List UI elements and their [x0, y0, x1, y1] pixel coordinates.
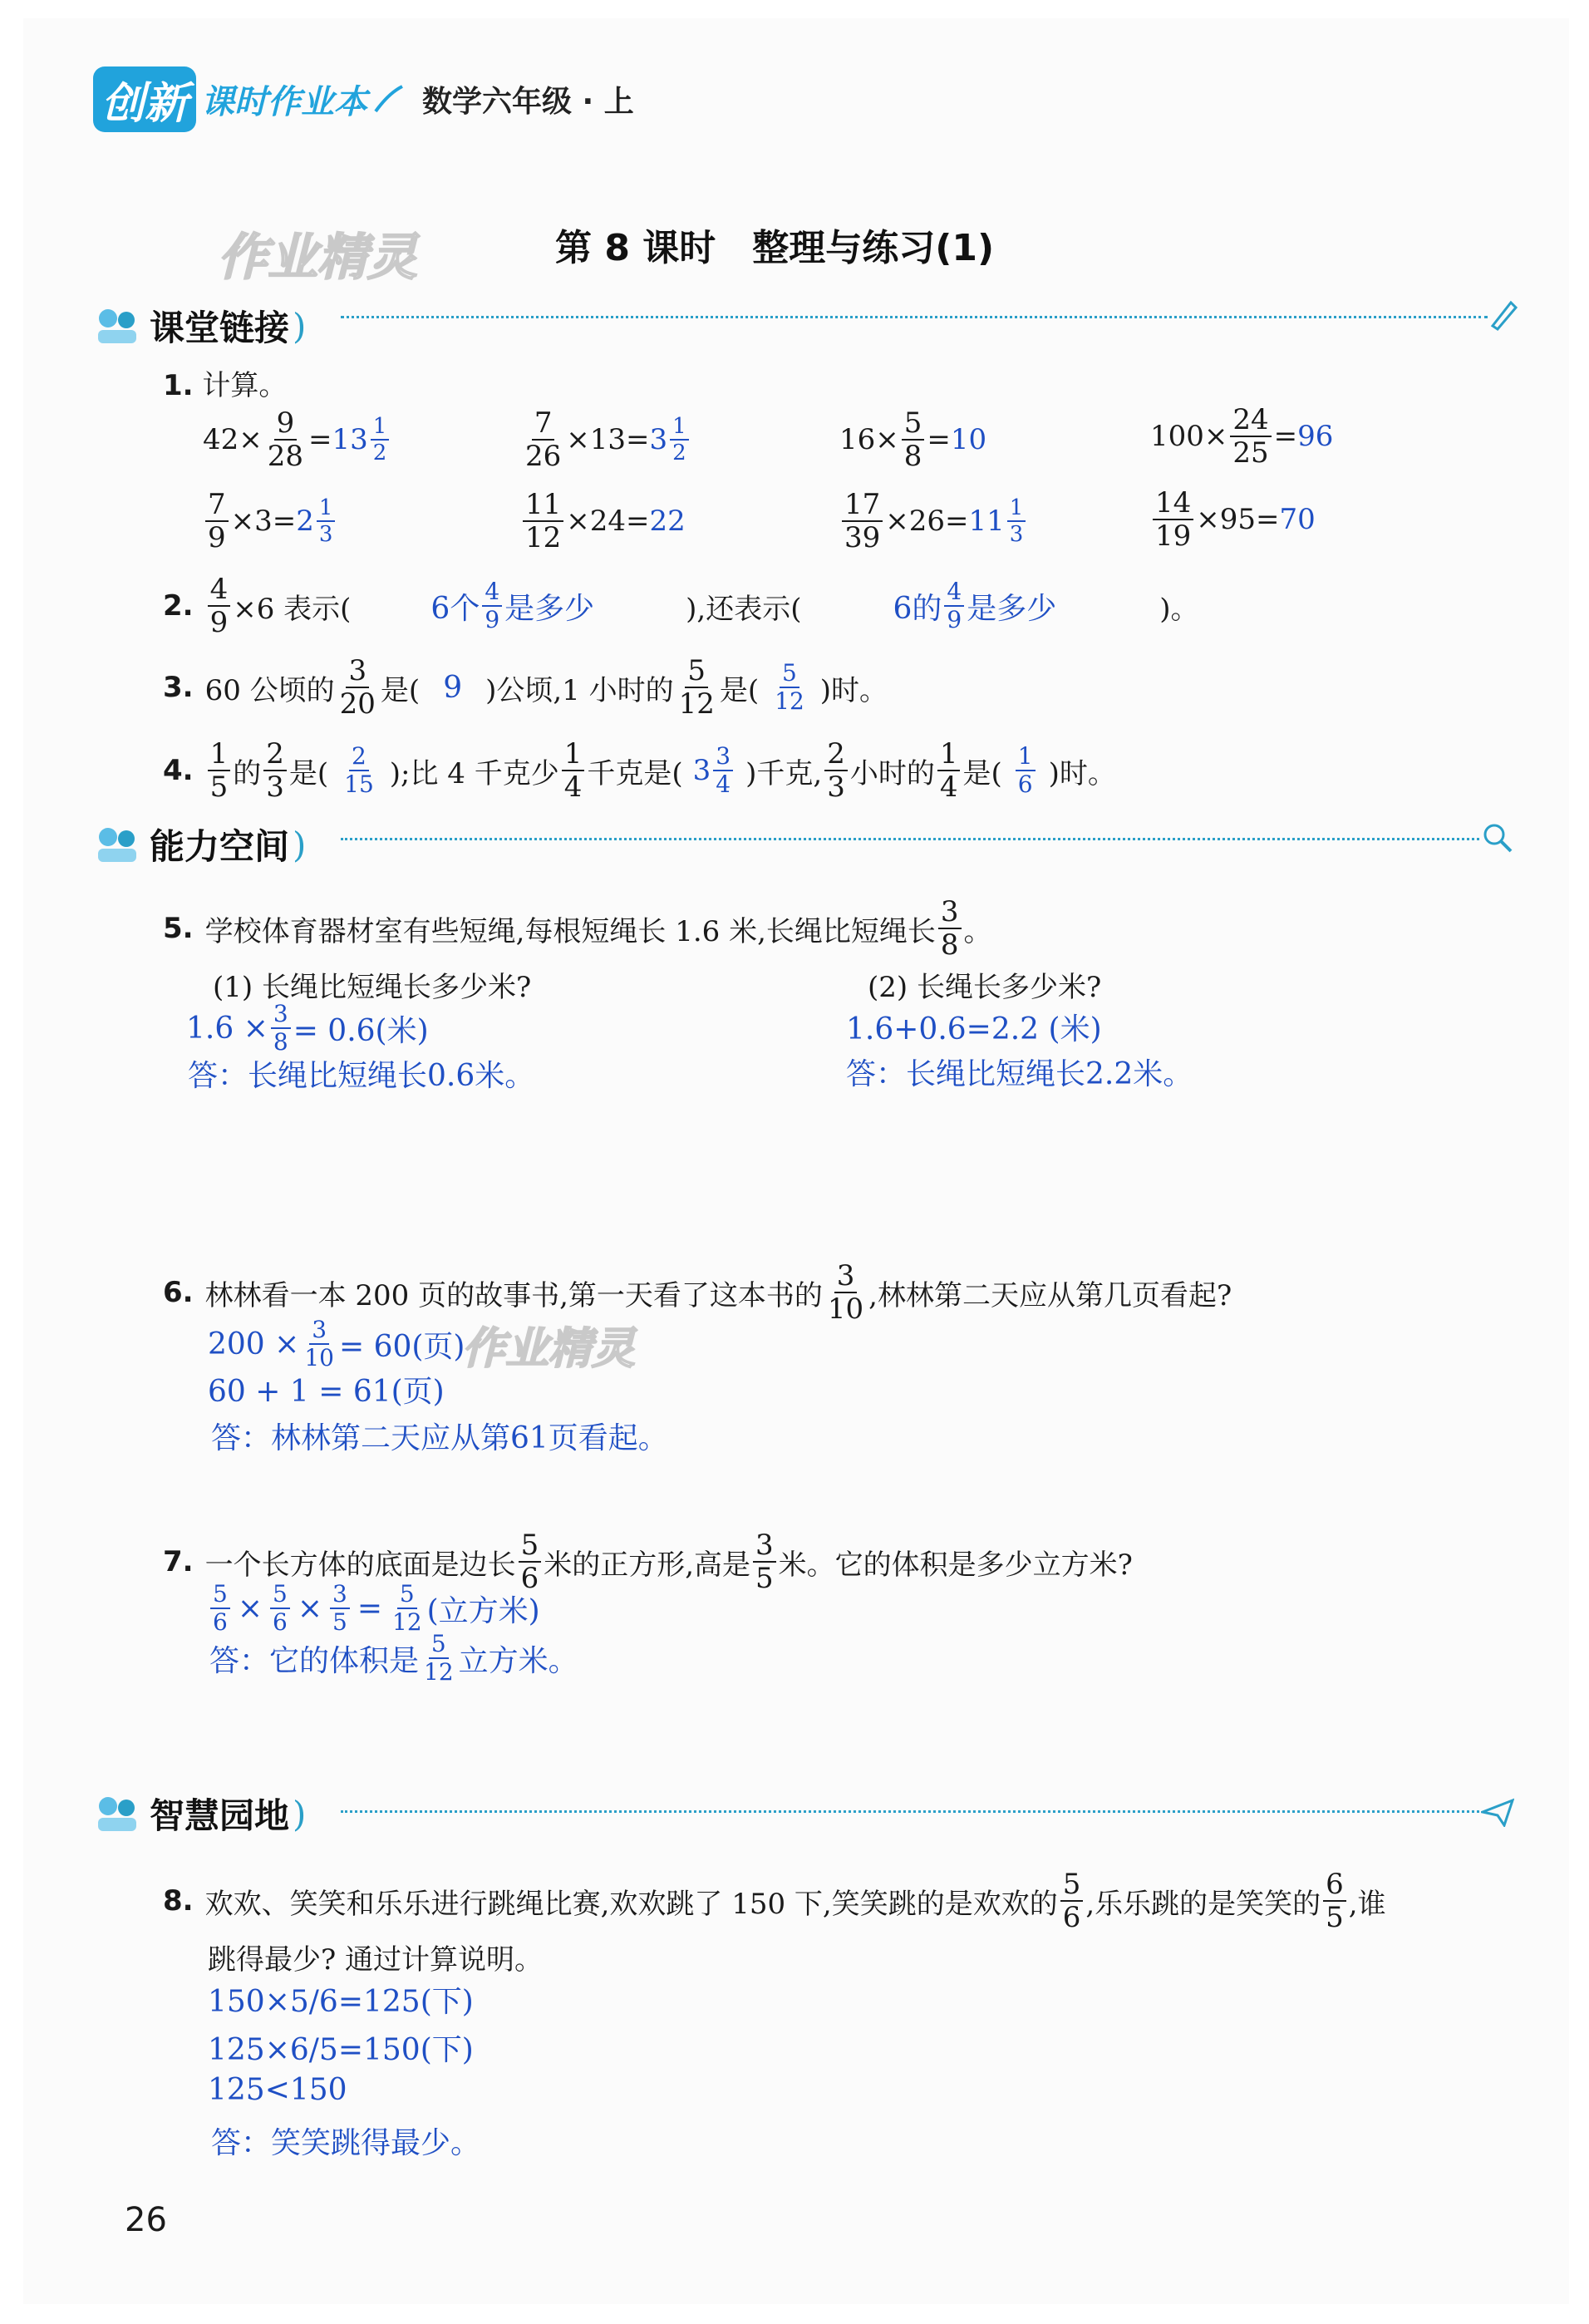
bracket-icon: ) [293, 1793, 307, 1834]
pen-swoosh-icon [372, 83, 406, 116]
watermark: 作业精灵 [462, 1324, 636, 1374]
section-divider [341, 838, 1479, 840]
answer-calc: 60 + 1 = 61(页) [208, 1375, 445, 1409]
answer-statement: 答：林林第二天应从第61页看起。 [211, 1421, 668, 1455]
section-header-1 [93, 301, 306, 351]
section-divider [341, 1810, 1479, 1813]
answer-calc: 200 × $\frac{3}{10}$ = 60(页) [208, 1316, 465, 1371]
answer-blank[interactable]: $\frac{1}{6}$ [1016, 745, 1036, 796]
question-1: 1. 计算。 [163, 369, 288, 402]
answer-blank[interactable]: $\frac{2}{15}$ [344, 742, 374, 798]
sub-question-2: (2) 长绳长多少米? [868, 971, 1102, 1004]
question-7: 7. 一个长方体的底面是边长 $\frac{5}{6}$ 米的正方形,高是 $\frac{3}{5}$ 米。它的体积是多少立方米? [163, 1529, 1133, 1595]
answer-blank[interactable]: 6的 $\frac{4}{9}$ 是多少 [893, 578, 1057, 633]
paper-plane-icon [1481, 1797, 1514, 1827]
bracket-icon: ) [293, 824, 307, 865]
answer-statement: 答：它的体积是 $\frac{5}{12}$ 立方米。 [209, 1630, 578, 1686]
question-2: 2. $\frac{4}{9}$ ×6 表示( 6个 $\frac{4}{9}$ 是多少 ),还表示( 6的 $\frac{4}{9}$ 是多少 )。 [163, 573, 1199, 639]
question-5: 5. 学校体育器材室有些短绳,每根短绳长 1.6 米,长绳比短绳长 $\frac{3}{8}$ 。 [163, 895, 992, 962]
question-3: 3. 60 公顷的 $\frac{3}{20}$ 是( 9 )公顷,1 小时的 $\frac{5}{12}$ 是( $\frac{5}{12}$ )时。 [163, 654, 888, 721]
answer-calc: 125×6/5=150(下) [208, 2033, 474, 2067]
series-name: 课时作业本 [201, 83, 368, 121]
answer-statement: 答：笑笑跳得最少。 [211, 2126, 481, 2160]
header [93, 66, 634, 132]
section-header-2 [93, 820, 306, 869]
question-8-line2: 跳得最少? 通过计算说明。 [208, 1943, 544, 1977]
kids-icon [93, 1793, 141, 1834]
section-title: 智慧园地 [150, 1795, 290, 1836]
answer-statement: 答：长绳比短绳长0.6米。 [188, 1059, 535, 1093]
section-title: 课堂链接 [150, 308, 290, 348]
question-6: 6. 林林看一本 200 页的故事书,第一天看了这本书的 $\frac{3}{10}$ ,林林第二天应从第几页看起? [163, 1259, 1232, 1326]
subject-label: 数学六年级 · 上 [422, 85, 634, 119]
calc-item-3: 16× $\frac{5}{8}$ = 10 [839, 406, 987, 473]
kids-icon [93, 824, 141, 865]
calc-item-5: $\frac{7}{9}$ ×3= 2 $\frac{1}{3}$ [203, 490, 337, 552]
question-4: 4. $\frac{1}{5}$ 的 $\frac{2}{3}$ 是( $\frac{2}{15}$ );比 4 千克少 $\frac{1}{4}$ 千克是( 3 $\frac{3}{4}$ )千克, $\frac{2}{3}$ 小时的 $\frac{1}{4}$ 是( $\frac{1}{6}$ )时。 [163, 737, 1116, 804]
calc-item-6: $\frac{11}{12}$ ×24= 22 [520, 490, 686, 552]
page-number: 26 [125, 2201, 167, 2239]
brand-logo: 创新 [93, 66, 196, 132]
answer-blank[interactable]: 9 [443, 670, 463, 705]
sub-question-1: (1) 长绳比短绳长多少米? [213, 971, 532, 1004]
pencil-icon [1488, 298, 1518, 331]
answer-calc: 150×5/6=125(下) [208, 1985, 474, 2019]
answer-blank[interactable]: 6个 $\frac{4}{9}$ 是多少 [430, 578, 595, 633]
calc-item-4: 100× $\frac{24}{25}$ = 96 [1150, 403, 1334, 470]
answer-calc: 125<150 [208, 2073, 347, 2107]
calc-item-2: $\frac{7}{26}$ ×13= 3 $\frac{1}{2}$ [520, 409, 691, 470]
calc-item-8: $\frac{14}{19}$ ×95= 70 [1150, 489, 1316, 550]
question-8: 8. 欢欢、笑笑和乐乐进行跳绳比赛,欢欢跳了 150 下,笑笑跳的是欢欢的 $\frac{5}{6}$ ,乐乐跳的是笑笑的 $\frac{6}{5}$ ,谁 [163, 1868, 1386, 1934]
answer-statement: 答：长绳比短绳长2.2米。 [846, 1057, 1193, 1091]
kids-icon [93, 305, 141, 347]
section-header-3 [93, 1789, 306, 1839]
calc-item-1: 42× $\frac{9}{28}$ = 13 $\frac{1}{2}$ [203, 409, 391, 470]
answer-blank[interactable]: 3 $\frac{3}{4}$ [693, 745, 735, 796]
answer-blank[interactable]: $\frac{5}{12}$ [775, 659, 804, 715]
watermark: 作业精灵 [218, 229, 417, 287]
section-divider [341, 316, 1488, 318]
answer-calc: 1.6 × $\frac{3}{8}$ = 0.6(米) [186, 1000, 429, 1056]
section-title: 能力空间 [150, 826, 290, 867]
calc-item-7: $\frac{17}{39}$ ×26= 11 $\frac{1}{3}$ [839, 490, 1028, 552]
bracket-icon: ) [293, 305, 307, 347]
lesson-title: 第 8 课时 整理与练习(1) [555, 227, 995, 269]
answer-calc: 1.6+0.6=2.2 (米) [846, 1012, 1102, 1046]
magnifier-icon [1481, 821, 1514, 854]
answer-calc: $\frac{5}{6}$ × $\frac{5}{6}$ × $\frac{3}{5}$ = $\frac{5}{12}$ (立方米) [208, 1583, 540, 1634]
